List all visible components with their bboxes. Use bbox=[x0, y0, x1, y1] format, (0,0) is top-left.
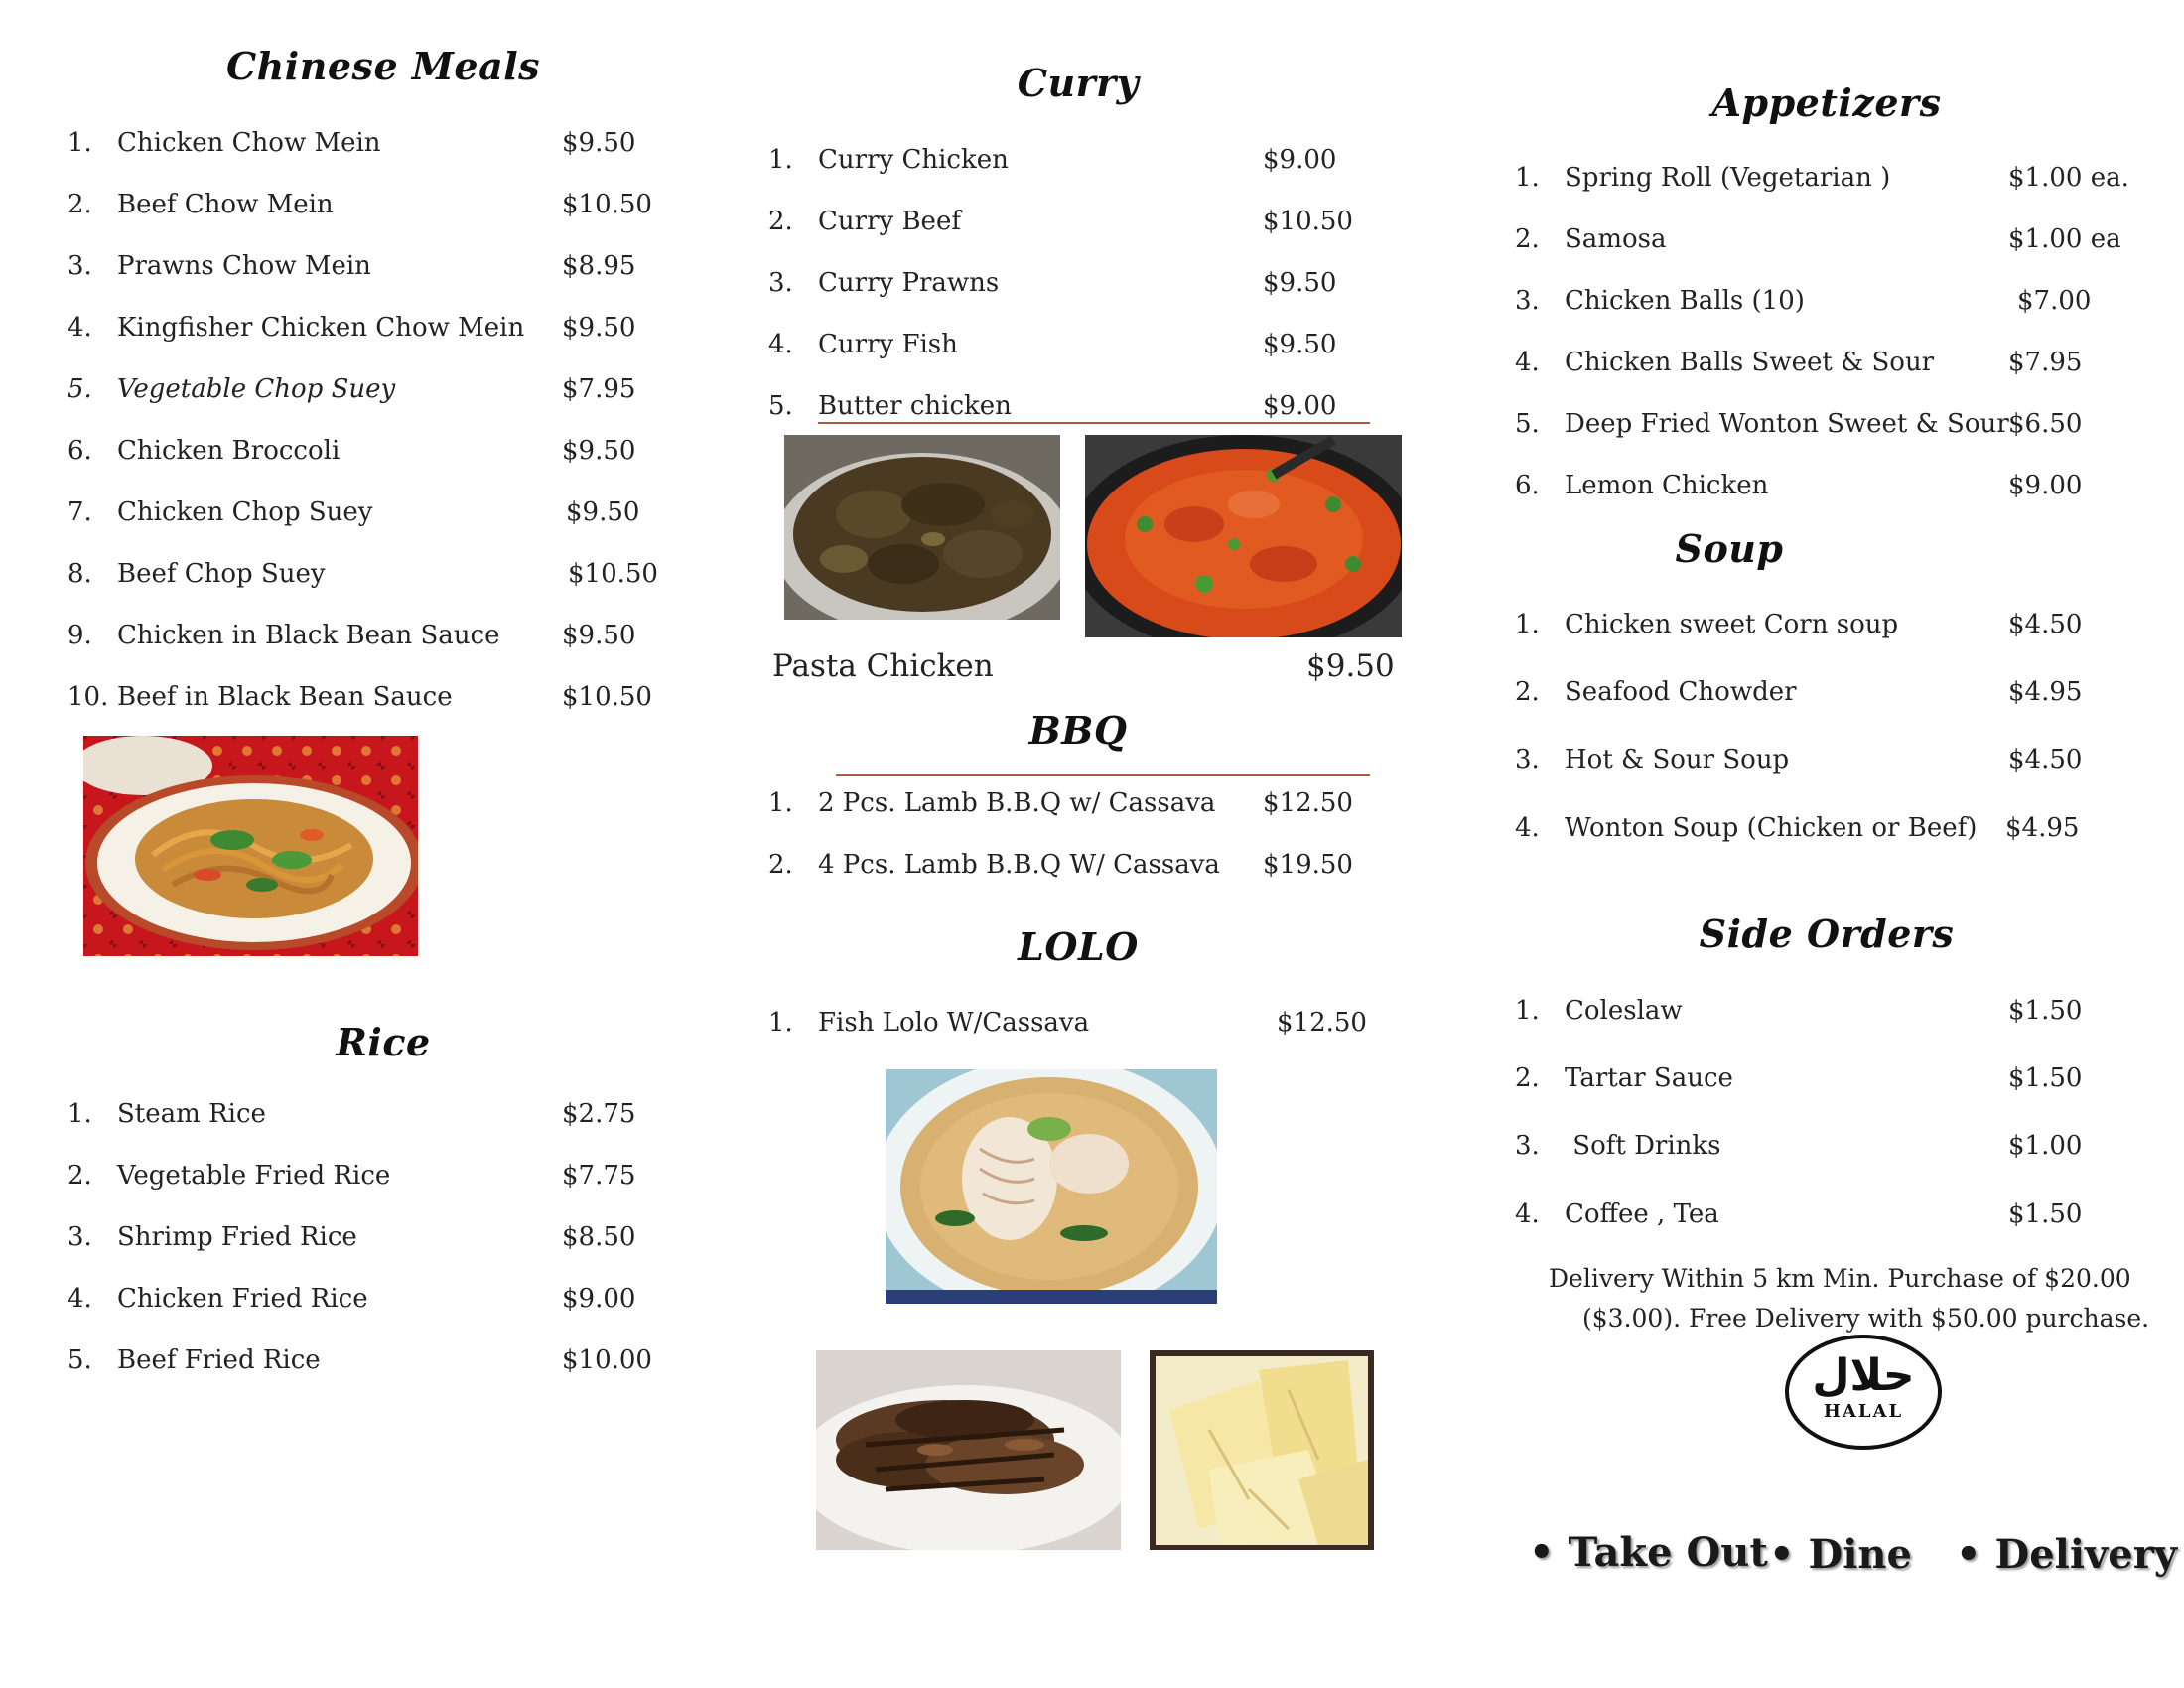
item-number: 2. bbox=[768, 850, 793, 880]
item-price: $12.50 bbox=[1277, 1008, 1367, 1038]
item-price: $9.50 bbox=[1263, 330, 1337, 359]
item-price: $1.50 bbox=[2008, 996, 2083, 1026]
item-name: 2 Pcs. Lamb B.B.Q w/ Cassava bbox=[818, 788, 1216, 818]
item-name: Deep Fried Wonton Sweet & Sour bbox=[1565, 409, 2009, 439]
item-number: 3. bbox=[68, 251, 92, 281]
bbq-heading: BBQ bbox=[1028, 708, 1128, 753]
item-price: $6.50 bbox=[2008, 409, 2083, 439]
item-number: 4. bbox=[1515, 813, 1540, 843]
item-price: $4.50 bbox=[2008, 610, 2083, 639]
item-price: $10.50 bbox=[1263, 207, 1353, 236]
delivery-note-line-1: Delivery Within 5 km Min. Purchase of $20.00 bbox=[1549, 1264, 2131, 1293]
item-number: 1. bbox=[68, 1099, 92, 1129]
item-price: $9.00 bbox=[562, 1284, 636, 1314]
item-price: $1.00 bbox=[2008, 1131, 2083, 1161]
service-take-out bbox=[1529, 1529, 1768, 1576]
butter-chicken-photo bbox=[1085, 435, 1402, 637]
item-name: Beef Fried Rice bbox=[117, 1345, 321, 1375]
item-price: $9.50 bbox=[1263, 268, 1337, 298]
item-number: 1. bbox=[768, 145, 793, 175]
item-name: Vegetable Fried Rice bbox=[117, 1161, 391, 1191]
cassava-photo bbox=[1150, 1350, 1374, 1550]
rice-heading: Rice bbox=[336, 1020, 431, 1064]
item-number: 6. bbox=[1515, 471, 1540, 500]
item-price: $10.00 bbox=[562, 1345, 652, 1375]
bullet-icon: • bbox=[1529, 1529, 1569, 1576]
item-number: 10. bbox=[68, 682, 109, 712]
item-price: $9.00 bbox=[2008, 471, 2083, 500]
lolo-list bbox=[768, 1003, 1384, 1047]
item-name: Seafood Chowder bbox=[1565, 677, 1797, 707]
halal-arabic-text: حلال bbox=[1812, 1350, 1915, 1401]
item-number: 3. bbox=[1515, 286, 1540, 316]
item-name: Wonton Soup (Chicken or Beef) bbox=[1565, 813, 1978, 843]
item-number: 1. bbox=[768, 788, 793, 818]
item-number: 1. bbox=[768, 1008, 793, 1038]
item-price: $7.95 bbox=[562, 374, 636, 404]
item-number: 4. bbox=[68, 313, 92, 343]
fish-lolo-photo bbox=[886, 1069, 1217, 1304]
item-name: Chicken Fried Rice bbox=[117, 1284, 368, 1314]
item-name: Tartar Sauce bbox=[1565, 1063, 1733, 1093]
pasta-chicken-price: $9.50 bbox=[1306, 648, 1395, 684]
item-number: 2. bbox=[768, 207, 793, 236]
item-price: $2.75 bbox=[562, 1099, 636, 1129]
soup-list bbox=[1515, 605, 2130, 853]
item-number: 4. bbox=[1515, 348, 1540, 377]
item-name: Curry Chicken bbox=[818, 145, 1009, 175]
soup-heading: Soup bbox=[1675, 526, 1784, 571]
item-name: Butter chicken bbox=[818, 391, 1012, 421]
item-name: Vegetable Chop Suey bbox=[117, 374, 396, 404]
item-name: Fish Lolo W/Cassava bbox=[818, 1008, 1090, 1038]
bullet-icon: • bbox=[1769, 1531, 1809, 1578]
lolo-heading: LOLO bbox=[1018, 924, 1139, 969]
item-price: $9.50 bbox=[562, 436, 636, 466]
item-name: Curry Fish bbox=[818, 330, 958, 359]
item-price: $7.95 bbox=[2008, 348, 2083, 377]
item-number: 3. bbox=[768, 268, 793, 298]
item-price: $8.50 bbox=[562, 1222, 636, 1252]
item-name: Curry Beef bbox=[818, 207, 961, 236]
item-name: Coleslaw bbox=[1565, 996, 1683, 1026]
item-name: Steam Rice bbox=[117, 1099, 266, 1129]
item-number: 2. bbox=[1515, 224, 1540, 254]
item-price: $7.00 bbox=[2017, 286, 2092, 316]
item-name: Soft Drinks bbox=[1565, 1131, 1721, 1161]
item-price: $19.50 bbox=[1263, 850, 1353, 880]
item-number: 2. bbox=[1515, 677, 1540, 707]
service-label: Take Out bbox=[1568, 1529, 1768, 1576]
item-price: $8.95 bbox=[562, 251, 636, 281]
bbq-list bbox=[768, 783, 1384, 893]
item-number: 1. bbox=[1515, 610, 1540, 639]
item-name: Chicken Balls Sweet & Sour bbox=[1565, 348, 1935, 377]
item-number: 2. bbox=[68, 190, 92, 219]
item-number: 5. bbox=[68, 374, 92, 404]
curry-heading: Curry bbox=[1017, 61, 1140, 105]
appetizers-list bbox=[1515, 158, 2130, 515]
service-label: Delivery bbox=[1994, 1531, 2178, 1578]
item-number: 3. bbox=[68, 1222, 92, 1252]
item-name: Prawns Chow Mein bbox=[117, 251, 371, 281]
item-price: $1.50 bbox=[2008, 1199, 2083, 1229]
item-name: Shrimp Fried Rice bbox=[117, 1222, 357, 1252]
lamb-bbq-photo bbox=[816, 1350, 1121, 1550]
item-number: 3. bbox=[1515, 745, 1540, 774]
item-number: 5. bbox=[68, 1345, 92, 1375]
item-name: Chicken Chow Mein bbox=[117, 128, 381, 158]
item-price: $1.00 ea. bbox=[2008, 163, 2129, 193]
item-number: 1. bbox=[1515, 163, 1540, 193]
item-price: $10.50 bbox=[562, 190, 652, 219]
curry-beef-photo bbox=[784, 435, 1060, 620]
side-orders-list bbox=[1515, 991, 2130, 1239]
item-price: $1.50 bbox=[2008, 1063, 2083, 1093]
item-name: Chicken sweet Corn soup bbox=[1565, 610, 1899, 639]
item-price: $10.50 bbox=[568, 559, 658, 589]
item-price: $7.75 bbox=[562, 1161, 636, 1191]
item-name: Coffee , Tea bbox=[1565, 1199, 1719, 1229]
item-name: Chicken in Black Bean Sauce bbox=[117, 621, 500, 650]
item-name: Spring Roll (Vegetarian ) bbox=[1565, 163, 1891, 193]
item-number: 4. bbox=[768, 330, 793, 359]
item-name: Beef Chow Mein bbox=[117, 190, 334, 219]
halal-label: HALAL bbox=[1823, 1401, 1904, 1422]
item-number: 2. bbox=[68, 1161, 92, 1191]
item-name: Lemon Chicken bbox=[1565, 471, 1769, 500]
item-number: 5. bbox=[1515, 409, 1540, 439]
item-price: $4.95 bbox=[2005, 813, 2080, 843]
item-price: $9.50 bbox=[566, 497, 640, 527]
item-number: 5. bbox=[768, 391, 793, 421]
service-label: Dine bbox=[1808, 1531, 1912, 1578]
service-delivery bbox=[1956, 1531, 2177, 1578]
item-name: Kingfisher Chicken Chow Mein bbox=[117, 313, 525, 343]
pasta-chicken-name: Pasta Chicken bbox=[772, 648, 994, 684]
item-number: 4. bbox=[1515, 1199, 1540, 1229]
chow-mein-photo bbox=[83, 736, 418, 956]
bbq-divider bbox=[836, 774, 1370, 776]
delivery-note-line-2: ($3.00). Free Delivery with $50.00 purchase. bbox=[1582, 1304, 2150, 1333]
item-name: Beef Chop Suey bbox=[117, 559, 326, 589]
item-number: 7. bbox=[68, 497, 92, 527]
item-name: 4 Pcs. Lamb B.B.Q W/ Cassava bbox=[818, 850, 1220, 880]
item-number: 2. bbox=[1515, 1063, 1540, 1093]
side-orders-heading: Side Orders bbox=[1699, 912, 1955, 956]
item-number: 6. bbox=[68, 436, 92, 466]
item-price: $1.00 ea bbox=[2008, 224, 2121, 254]
item-number: 3. bbox=[1515, 1131, 1540, 1161]
item-number: 1. bbox=[68, 128, 92, 158]
item-name: Chicken Chop Suey bbox=[117, 497, 373, 527]
curry-list bbox=[768, 140, 1384, 438]
chinese-meals-list bbox=[68, 123, 663, 719]
rice-list bbox=[68, 1094, 663, 1402]
item-name: Samosa bbox=[1565, 224, 1667, 254]
item-price: $9.00 bbox=[1263, 391, 1337, 421]
item-name: Curry Prawns bbox=[818, 268, 1000, 298]
item-number: 1. bbox=[1515, 996, 1540, 1026]
item-name: Chicken Balls (10) bbox=[1565, 286, 1805, 316]
item-price: $10.50 bbox=[562, 682, 652, 712]
item-price: $9.50 bbox=[562, 621, 636, 650]
item-price: $4.50 bbox=[2008, 745, 2083, 774]
curry-divider bbox=[818, 422, 1370, 424]
item-price: $9.50 bbox=[562, 313, 636, 343]
item-number: 4. bbox=[68, 1284, 92, 1314]
item-name: Beef in Black Bean Sauce bbox=[117, 682, 453, 712]
item-number: 9. bbox=[68, 621, 92, 650]
item-price: $9.50 bbox=[562, 128, 636, 158]
service-dine bbox=[1769, 1531, 1912, 1578]
item-name: Hot & Sour Soup bbox=[1565, 745, 1790, 774]
bullet-icon: • bbox=[1956, 1531, 1995, 1578]
item-price: $9.00 bbox=[1263, 145, 1337, 175]
item-name: Chicken Broccoli bbox=[117, 436, 341, 466]
item-price: $4.95 bbox=[2008, 677, 2083, 707]
appetizers-heading: Appetizers bbox=[1711, 80, 1942, 125]
item-price: $12.50 bbox=[1263, 788, 1353, 818]
halal-logo bbox=[1785, 1335, 1942, 1450]
chinese-meals-heading: Chinese Meals bbox=[225, 44, 541, 88]
item-number: 8. bbox=[68, 559, 92, 589]
